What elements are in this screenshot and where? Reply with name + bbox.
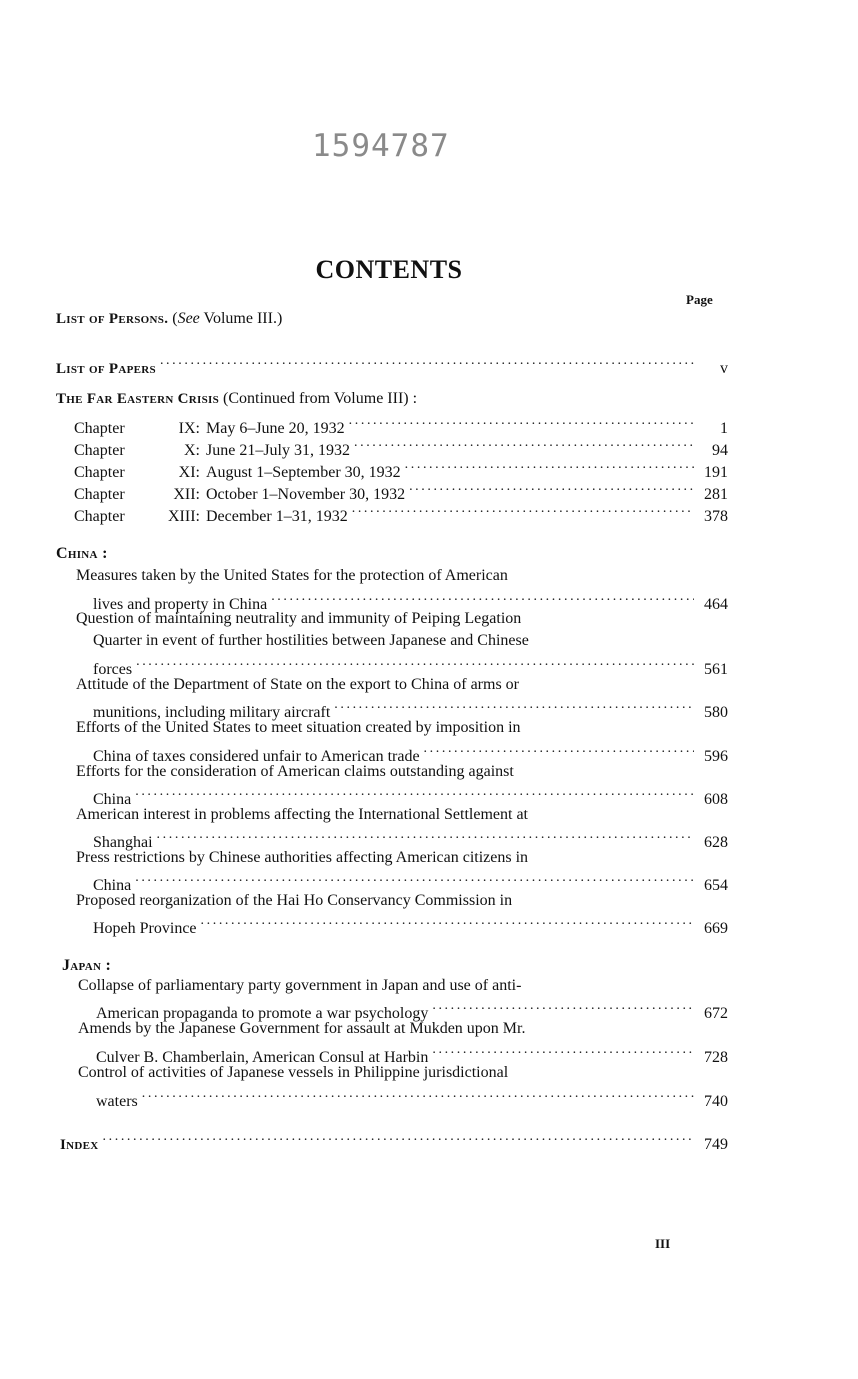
chapter-label: Chapter: [74, 464, 125, 481]
chapter-dates: June 21–July 31, 1932: [206, 442, 350, 459]
entry-text: China: [93, 791, 132, 808]
page-number: 628: [704, 834, 728, 851]
chapter-label: Chapter: [74, 508, 125, 525]
entry-line-final: [93, 870, 728, 894]
section-heading: The Far Eastern Crisis: [56, 391, 219, 407]
chapter-dates: October 1–November 30, 1932: [206, 486, 406, 503]
dot-leader: [432, 998, 694, 1018]
entry-line: Efforts of the United States to meet situation created by imposition in: [76, 719, 521, 736]
entry-line-final: [93, 589, 728, 613]
entry-line-final: [93, 741, 728, 765]
chapter-label: Chapter: [74, 486, 125, 503]
chapter-entry: [74, 435, 728, 459]
page-number: 728: [704, 1049, 728, 1066]
accession-stamp: 1594787: [312, 128, 450, 164]
page-number: v: [720, 360, 728, 377]
entry-line: Attitude of the Department of State on the export to China of arms or: [76, 676, 519, 693]
section-heading-rest: (Continued from Volume III) :: [219, 390, 418, 407]
dot-leader: [405, 457, 694, 477]
entry-line-final: [93, 654, 728, 678]
page-column-label: Page: [686, 292, 713, 307]
page-folio: III: [655, 1236, 671, 1251]
dot-leader: [142, 1086, 694, 1106]
page-number: 740: [704, 1093, 728, 1110]
toc-list-of-persons: [56, 310, 282, 328]
entry-line-final: [93, 697, 728, 721]
page-number: 94: [712, 442, 728, 459]
chapter-entry: [74, 479, 728, 503]
dot-leader: [424, 741, 694, 761]
dot-leader: [201, 913, 694, 933]
see-word: See: [177, 310, 200, 327]
entry-line: Question of maintaining neutrality and immunity of Peiping Legation: [76, 610, 522, 627]
toc-label: Index: [60, 1137, 99, 1153]
chapter-label: Chapter: [74, 442, 125, 459]
china-heading: China :: [56, 545, 108, 562]
entry-text: waters: [96, 1093, 138, 1110]
entry-text: lives and property in China: [93, 596, 268, 613]
entry-line-final: [96, 1086, 728, 1110]
entry-line: Efforts for the consideration of American claims outstanding against: [76, 763, 514, 780]
dot-leader: [135, 870, 694, 890]
chapter-dates: May 6–June 20, 1932: [206, 420, 345, 437]
toc-label: List of Persons.: [56, 311, 169, 327]
dot-leader: [157, 827, 694, 847]
entry-line-final: [96, 1042, 728, 1066]
dot-leader: [135, 784, 694, 804]
entry-text: Culver B. Chamberlain, American Consul at Harbin: [96, 1049, 429, 1066]
page-number: 191: [704, 464, 728, 481]
far-east-heading: [56, 390, 417, 408]
page-title: CONTENTS: [315, 255, 463, 284]
entry-text: forces: [93, 661, 133, 678]
chapter-numeral: XIII:: [168, 508, 200, 525]
entry-line-final: [93, 913, 728, 937]
entry-line-final: [93, 784, 728, 808]
page-number: 580: [704, 704, 728, 721]
entry-line: Collapse of parliamentary party government in Japan and use of anti-: [78, 977, 522, 994]
entry-line-final: [96, 998, 728, 1022]
dot-leader: [136, 654, 694, 674]
entry-text: Shanghai: [93, 834, 153, 851]
dot-leader: [160, 353, 694, 373]
dot-leader: [354, 435, 694, 455]
entry-text: Hopeh Province: [93, 920, 197, 937]
chapter-entry: [74, 413, 728, 437]
page-number: 608: [704, 791, 728, 808]
page-number: 378: [704, 508, 728, 525]
page-number: 672: [704, 1005, 728, 1022]
entry-text: China of taxes considered unfair to American trade: [93, 748, 420, 765]
chapter-dates: December 1–31, 1932: [206, 508, 348, 525]
entry-line-final: [93, 827, 728, 851]
dot-leader: [349, 413, 694, 433]
entry-line: Proposed reorganization of the Hai Ho Conservancy Commission in: [76, 892, 513, 909]
page-number: 561: [704, 661, 728, 678]
entry-line: Amends by the Japanese Government for assault at Mukden upon Mr.: [78, 1020, 526, 1037]
toc-list-of-papers: [56, 353, 728, 377]
chapter-numeral: XI:: [178, 464, 200, 481]
chapter-dates: August 1–September 30, 1932: [206, 464, 401, 481]
chapter-numeral: XII:: [173, 486, 200, 503]
chapter-label: Chapter: [74, 420, 125, 437]
toc-label: List of Papers: [56, 361, 156, 377]
page-number: 596: [704, 748, 728, 765]
chapter-entry: [74, 457, 728, 481]
toc-index: [60, 1129, 728, 1153]
page-number: 464: [704, 596, 728, 613]
see-prefix: (: [172, 310, 178, 327]
entry-line: Press restrictions by Chinese authorities affecting American citizens in: [76, 849, 529, 866]
dot-leader: [409, 479, 694, 499]
page-number: 281: [704, 486, 728, 503]
entry-text: munitions, including military aircraft: [93, 704, 331, 721]
japan-heading: Japan :: [62, 957, 112, 974]
entry-line: Quarter in event of further hostilities between Japanese and Chinese: [93, 632, 529, 649]
dot-leader: [352, 501, 694, 521]
dot-leader: [271, 589, 694, 609]
page-number: 749: [704, 1136, 728, 1153]
entry-text: China: [93, 877, 132, 894]
dot-leader: [432, 1042, 694, 1062]
entry-line: Control of activities of Japanese vessels in Philippine jurisdictional: [78, 1064, 509, 1081]
chapter-entry: [74, 501, 728, 525]
entry-line: Measures taken by the United States for the protection of American: [76, 567, 508, 584]
page-number: 1: [720, 420, 728, 437]
dot-leader: [103, 1129, 694, 1149]
page-number: 669: [704, 920, 728, 937]
entry-text: American propaganda to promote a war psychology: [96, 1005, 429, 1022]
entry-line: American interest in problems affecting the International Settlement at: [76, 806, 528, 823]
page-number: 654: [704, 877, 728, 894]
chapter-numeral: X:: [183, 442, 200, 459]
see-rest: Volume III.): [199, 310, 283, 327]
dot-leader: [334, 697, 694, 717]
chapter-numeral: IX:: [178, 420, 200, 437]
